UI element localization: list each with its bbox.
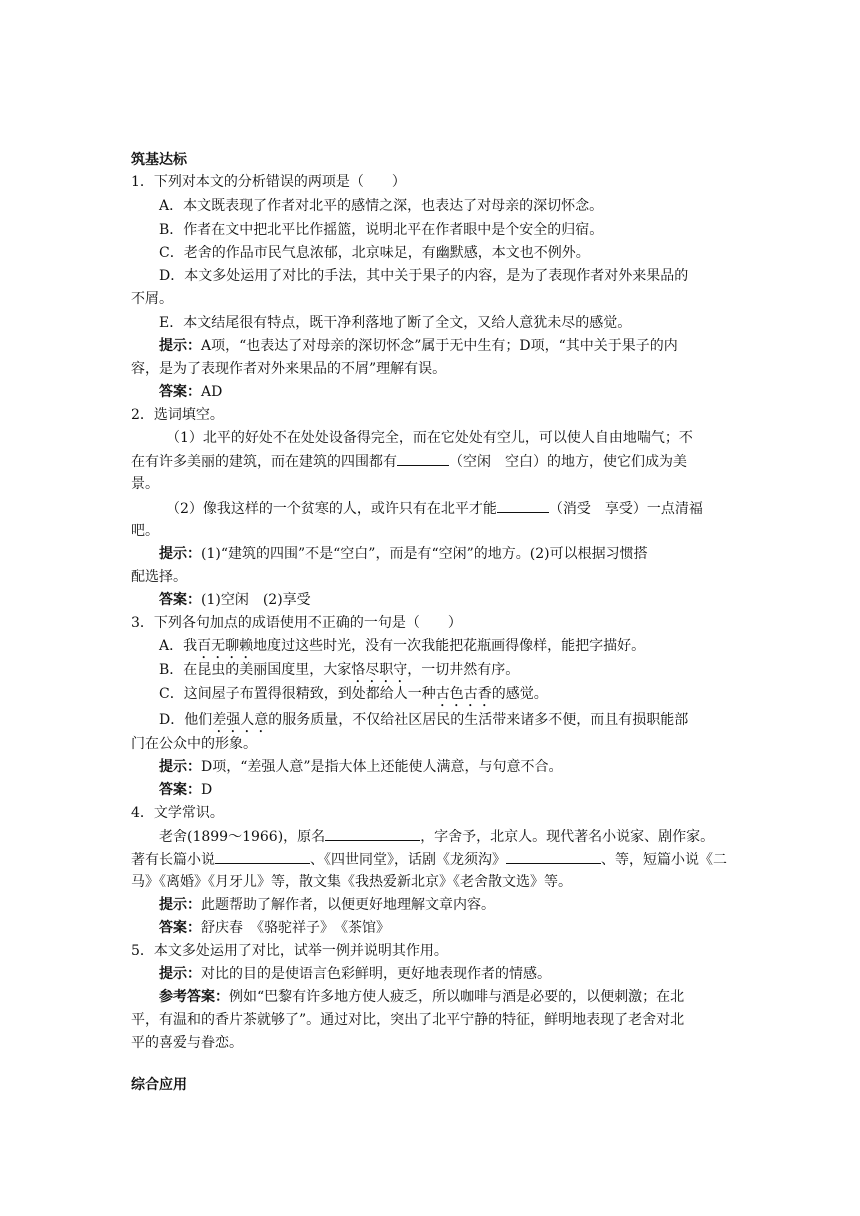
question-3-option-d: D．他们差强人意的服务质量，不仅给社区居民的生活带来诸多不便，而且有损职能部 xyxy=(159,712,689,728)
answer-label: 答案： xyxy=(159,384,201,400)
fill-blank xyxy=(325,826,420,841)
question-5-reference-cont: 平，有温和的香片茶就够了”。通过对比，突出了北平宁静的特征，鲜明地表现了老舍对北 xyxy=(131,1012,685,1028)
question-3-option-b: B．在昆虫的美丽国度里，大家恪尽职守，一切井然有序。 xyxy=(159,662,520,678)
section-title-apply: 综合应用 xyxy=(131,1077,187,1093)
fill-blank xyxy=(215,849,310,864)
question-2-sentence-1-end: 景。 xyxy=(131,476,159,492)
section-title-basic: 筑基达标 xyxy=(131,152,187,168)
question-3-option-c: C．这间屋子布置得很精致，到处都给人一种古色古香的感觉。 xyxy=(159,686,548,702)
question-1-answer xyxy=(159,382,222,402)
question-2-hint: 提示：(1)“建筑的四围”不是“空白”，而是有“空闲”的地方。(2)可以根据习惯搭 xyxy=(159,546,648,562)
dotted-idiom: 恪尽职守 xyxy=(351,662,408,678)
question-2-sentence-1: （1）北平的好处不在处处设备得完全，而在它处处有空儿，可以使人自由地喘气；不 xyxy=(166,430,693,446)
answer-text: AD xyxy=(201,384,223,400)
dotted-idiom: 古色古香 xyxy=(435,686,492,702)
hint-text: A项，“也表达了对母亲的深切怀念”属于无中生有；D项，“其中关于果子的内 xyxy=(201,338,678,354)
question-4-answer: 答案：舒庆春 《骆驼祥子》 《茶馆》 xyxy=(159,920,390,936)
question-1-option-d: D．本文多处运用了对比的手法，其中关于果子的内容，是为了表现作者对外来果品的 xyxy=(159,268,689,284)
question-2-sentence-2: （2）像我这样的一个贫寒的人，或许只有在北平才能 （消受 享受）一点清福 xyxy=(166,498,703,519)
question-4-line-2: 著有长篇小说 、《四世同堂》，话剧《龙须沟》 、等，短篇小说《二 xyxy=(131,849,727,870)
fill-blank xyxy=(497,498,549,513)
question-3-answer: 答案：D xyxy=(159,782,213,798)
question-3-hint: 提示：D项，“差强人意”是指大体上还能使人满意，与句意不合。 xyxy=(159,759,563,775)
question-4-stem: 4．文学常识。 xyxy=(131,805,224,821)
fill-blank xyxy=(506,849,601,864)
fill-blank xyxy=(397,451,449,466)
question-4-hint: 提示：此题帮助了解作者，以便更好地理解文章内容。 xyxy=(159,897,495,913)
dotted-idiom: 百无聊赖 xyxy=(197,638,254,654)
question-5-reference-answer: 参考答案：例如“巴黎有许多地方使人疲乏，所以咖啡与酒是必要的，以便刺激；在北 xyxy=(159,989,685,1005)
question-1-stem: 1．下列对本文的分析错误的两项是（ ） xyxy=(131,174,406,190)
question-1-option-a: A．本文既表现了作者对北平的感情之深，也表达了对母亲的深切怀念。 xyxy=(159,198,604,214)
question-2-sentence-1-cont: 在有许多美丽的建筑，而在建筑的四围都有 （空闲 空白）的地方，使它们成为美 xyxy=(131,451,687,472)
question-5-stem: 5．本文多处运用了对比，试举一例并说明其作用。 xyxy=(131,943,448,959)
question-5-hint: 提示：对比的目的是使语言色彩鲜明，更好地表现作者的情感。 xyxy=(159,966,551,982)
question-2-stem: 2．选词填空。 xyxy=(131,407,224,423)
question-1-option-c: C．老舍的作品市民气息浓郁，北京味足，有幽默感，本文也不例外。 xyxy=(159,245,590,261)
question-1-hint-cont: 容，是为了表现作者对外来果品的不屑”理解有误。 xyxy=(131,361,447,377)
question-4-line-1: 老舍(1899～1966)，原名 ，字舍予，北京人。现代著名小说家、剧作家。 xyxy=(159,826,714,847)
dotted-idiom: 差强人意 xyxy=(212,712,269,728)
question-2-answer: 答案：(1)空闲 (2)享受 xyxy=(159,592,311,608)
question-3-option-a: A．我百无聊赖地度过这些时光，没有一次我能把花瓶画得像样，能把字描好。 xyxy=(159,638,646,654)
question-5-reference-end: 平的喜爱与眷恋。 xyxy=(131,1035,243,1051)
question-2-hint-cont: 配选择。 xyxy=(131,569,187,585)
question-1-option-b: B．作者在文中把北平比作摇篮，说明北平在作者眼中是个安全的归宿。 xyxy=(159,222,604,238)
question-1-option-e: E．本文结尾很有特点，既干净利落地了断了全文，又给人意犹未尽的感觉。 xyxy=(159,315,632,331)
question-4-line-3: 马》《离婚》《月牙儿》等，散文集《我热爱新北京》《老舍散文选》等。 xyxy=(131,874,572,890)
hint-label: 提示： xyxy=(159,338,201,354)
question-1-option-d-cont: 不屑。 xyxy=(131,291,173,307)
question-1-hint xyxy=(159,336,678,356)
question-2-sentence-2-end: 吧。 xyxy=(131,523,159,539)
question-3-stem: 3．下列各句加点的成语使用不正确的一句是（ ） xyxy=(131,615,462,631)
question-3-option-d-cont: 门在公众中的形象。 xyxy=(131,736,257,752)
